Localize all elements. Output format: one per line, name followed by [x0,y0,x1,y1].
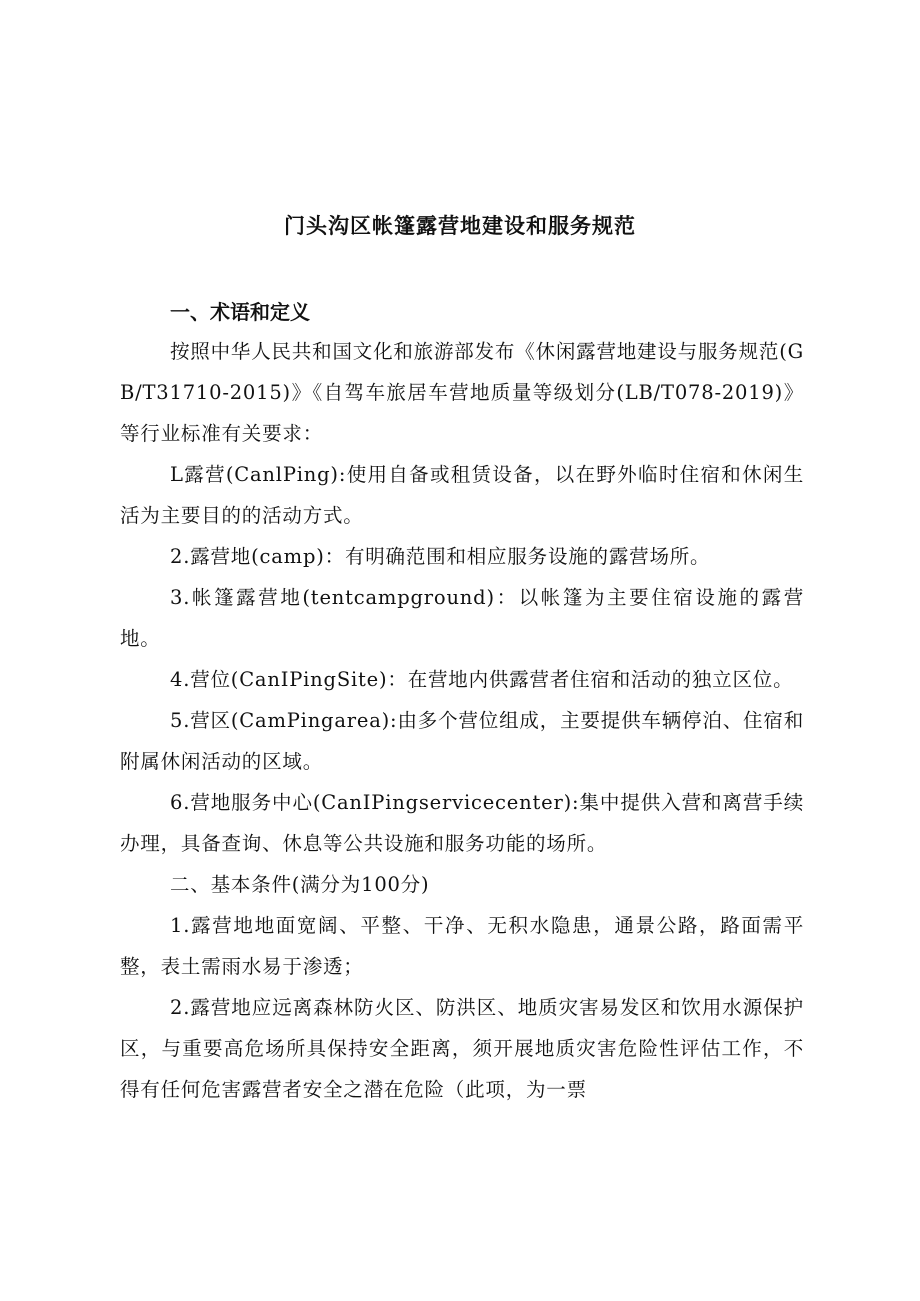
document-body [120,293,804,1110]
section-heading-terms: 一、术语和定义 [170,300,310,324]
section-heading-basic-conditions: 二、基本条件(满分为100分) [170,873,430,896]
document-title: 门头沟区帐篷露营地建设和服务规范 [284,214,636,238]
definition-camping: L露营(CanlPing):使用自备或租赁设备，以在野外临时住宿和休闲生活为主要目的的活动方式。 [120,463,804,527]
definition-tent-campground: 3.帐篷露营地(tentcampground)：以帐篷为主要住宿设施的露营地。 [120,586,804,650]
intro-paragraph: 按照中华人民共和国文化和旅游部发布《休闲露营地建设与服务规范(GB/T31710-2015)》《自驾车旅居车营地质量等级划分(LB/T078-2019)》等行业标准有关要求： [120,340,804,445]
condition-2: 2.露营地应远离森林防火区、防洪区、地质灾害易发区和饮用水源保护区，与重要高危场所具保持安全距离，须开展地质灾害危险性评估工作，不得有任何危害露营者安全之潜在危险（此项，为一票 [120,996,804,1101]
definition-campsite: 2.露营地(camp)：有明确范围和相应服务设施的露营场所。 [170,545,711,568]
definition-service-center: 6.营地服务中心(CanIPingservicecenter):集中提供入营和离营手续办理，具备查询、休息等公共设施和服务功能的场所。 [120,791,804,855]
condition-1: 1.露营地地面宽阔、平整、干净、无积水隐患，通景公路，路面需平整，表土需雨水易于渗透； [120,914,804,978]
definition-camping-area: 5.营区(CamPingarea):由多个营位组成，主要提供车辆停泊、住宿和附属休闲活动的区域。 [120,709,804,773]
definition-camping-site: 4.营位(CanIPingSite)：在营地内供露营者住宿和活动的独立区位。 [170,668,794,691]
